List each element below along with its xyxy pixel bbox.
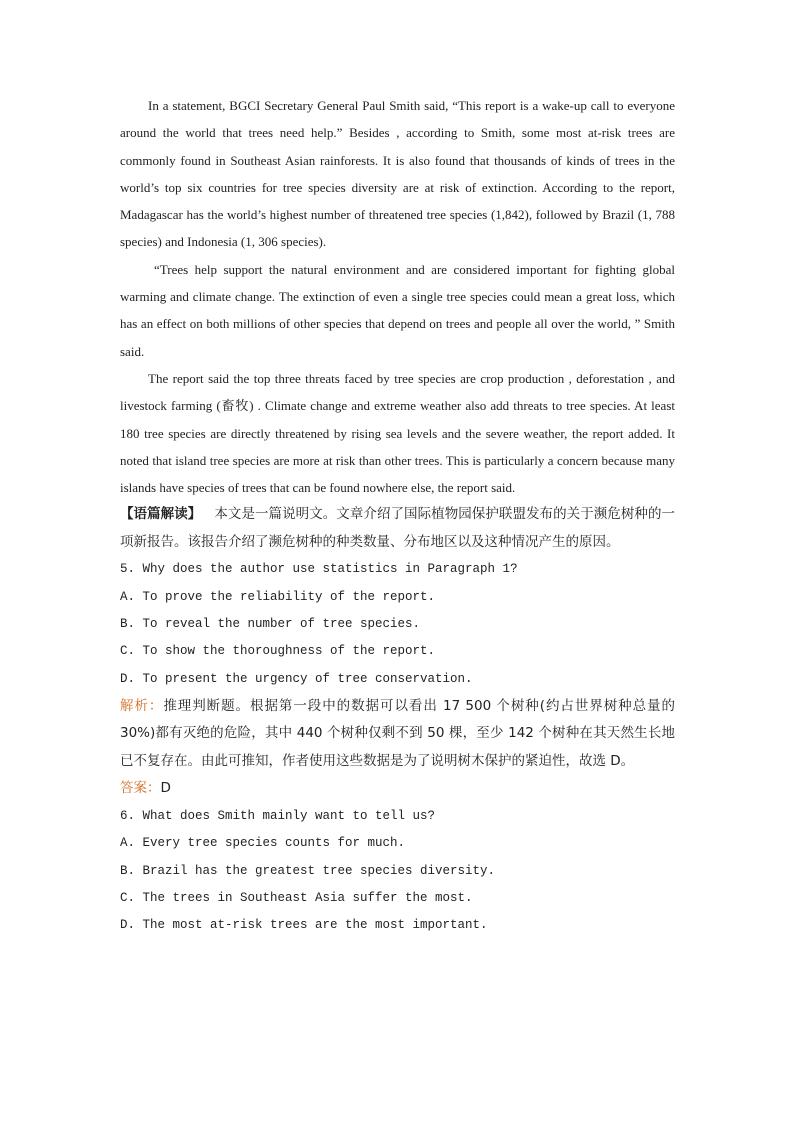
question-5-option-b: B. To reveal the number of tree species. [120,617,421,632]
question-6-option-c: C. The trees in Southeast Asia suffer the most. [120,890,473,905]
question-6-option-d: D. The most at-risk trees are the most important. [120,918,488,933]
analysis-text: 推理判断题。根据第一段中的数据可以看出 17 500 个树种(约占世界树种总量的 30%)都有灭绝的危险，其中 440 个树种仅剩不到 50 棵，至少 142 个树种在其天然生长地已不复存在。由此可推知，作者使用这些数据是为了说明树木保护的紧迫性，故选 D。 [120,697,676,769]
answer-label: 答案： [120,780,161,797]
passage-paragraph-1: In a statement, BGCI Secretary General Paul Smith said, “This report is a wake-up call to everyone around the world that trees need help.” Besides , according to Smith, some most at-risk trees are commonly found in Southeast Asian rainforests. It is also found that thousands of kinds of trees in the world’s top six countries for tree species diversity are at risk of extinction. According to the report, Madagascar has the world’s highest number of threatened tree species (1,842), followed by Brazil (1, 788 species) and Indonesia (1, 306 species). [120,98,675,250]
passage-paragraph-2: “Trees help support the natural environment and are considered important for fighting global warming and climate change. The extinction of even a single tree species could mean a great loss, which has an effect on both millions of other species that depend on trees and people all over the world, ” Smith said. [120,261,675,359]
question-5: 5. Why does the author use statistics in Paragraph 1? [120,562,518,577]
question-6: 6. What does Smith mainly want to tell us? [120,808,436,823]
question-5-option-d: D. To present the urgency of tree conservation. [120,671,473,686]
answer-value: D [160,780,171,797]
question-5-option-c: C. To show the thoroughness of the report. [120,644,436,659]
reading-analysis-text: 本文是一篇说明文。文章介绍了国际植物园保护联盟发布的关于濒危树种的一项新报告。该报告介绍了濒危树种的种类数量、分布地区以及这种情况产生的原因。 [120,506,676,550]
question-6-option-b: B. Brazil has the greatest tree species diversity. [120,863,496,878]
question-5-answer [120,775,675,803]
question-5-analysis [120,693,675,776]
passage-paragraph-3: The report said the top three threats faced by tree species are crop production , deforestation , and livestock farming (畜牧) . Climate change and extreme weather also add threats to tree species. At least 180 tree species are directly threatened by rising sea levels and the severe weather, the report added. It noted that island tree species are more at risk than other trees. This is particularly a concern because many islands have species of trees that can be found nowhere else, the report said. [120,370,675,496]
document-page [120,92,675,939]
question-5-option-a: A. To prove the reliability of the report. [120,589,436,604]
analysis-label: 解析： [120,697,164,714]
reading-analysis-label: 【语篇解读】 [120,506,202,523]
reading-analysis [120,501,675,556]
question-6-option-a: A. Every tree species counts for much. [120,836,406,851]
